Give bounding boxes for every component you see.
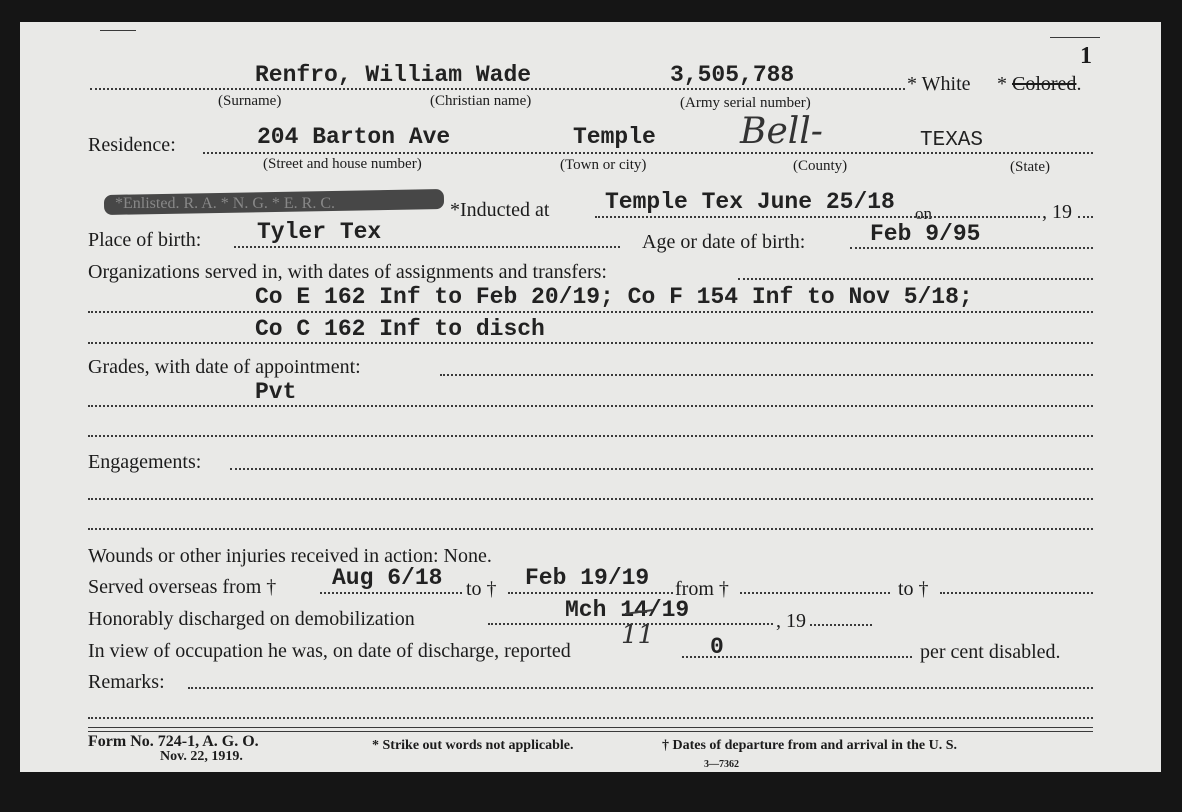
colored-label: * Colored. — [997, 73, 1082, 95]
overseas-from2-line — [740, 592, 890, 594]
discharge-value — [565, 599, 689, 622]
top-mark — [100, 30, 136, 31]
organizations-line-1 — [88, 311, 1093, 313]
engagements-line-1 — [88, 498, 1093, 500]
overseas-from-value: Aug 6/18 — [332, 565, 443, 591]
discharge-year-label: , 19 — [776, 610, 806, 632]
engagements-label: Engagements: — [88, 451, 202, 473]
inducted-value: Temple Tex June 25/18 — [605, 189, 895, 215]
grades-label: Grades, with date of appointment: — [88, 356, 361, 378]
discharge-year-line — [810, 624, 872, 626]
state-caption: (State) — [1010, 159, 1050, 175]
grades-line-0 — [440, 374, 1093, 376]
state-value: TEXAS — [920, 129, 984, 152]
page-number: 1 — [1080, 43, 1092, 69]
engagements-line-0 — [230, 468, 1093, 470]
remarks-line-1 — [88, 717, 1093, 719]
overseas-to-line — [508, 592, 673, 594]
grades-line-1 — [88, 405, 1093, 407]
inducted-line — [595, 216, 1040, 218]
strike-note: * Strike out words not applicable. — [372, 738, 574, 753]
town-value: Temple — [573, 124, 656, 150]
town-caption: (Town or city) — [560, 157, 647, 173]
organizations-line2: Co C 162 Inf to disch — [255, 316, 545, 342]
surname-caption: (Surname) — [218, 93, 282, 109]
birth-place-line — [234, 246, 620, 248]
footer-rule-bottom — [88, 731, 1093, 732]
inducted-label: *Inducted at — [450, 199, 550, 221]
name-value: Renfro, William Wade — [255, 62, 532, 88]
on-label: on — [915, 204, 932, 223]
serial-value: 3,505,788 — [670, 62, 795, 88]
street-value: 204 Barton Ave — [257, 124, 451, 150]
birth-place-value: Tyler Tex — [257, 219, 382, 245]
print-code: 3—7362 — [704, 759, 739, 770]
birth-place-label: Place of birth: — [88, 229, 202, 251]
street-caption: (Street and house number) — [263, 156, 422, 172]
disability-label: In view of occupation he was, on date of discharge, reported — [88, 640, 571, 662]
overseas-to2-label: to † — [898, 578, 929, 600]
organizations-line-2 — [88, 342, 1093, 344]
remarks-label: Remarks: — [88, 671, 165, 693]
discharge-label: Honorably discharged on demobilization — [88, 608, 415, 630]
name-line — [90, 88, 905, 90]
organizations-line1: Co E 162 Inf to Feb 20/19; Co F 154 Inf to Nov 5/18; — [255, 284, 973, 310]
overseas-to-label: to † — [466, 578, 497, 600]
residence-line — [203, 152, 1093, 154]
overseas-label: Served overseas from † — [88, 576, 277, 598]
remarks-line-0 — [188, 687, 1093, 689]
footer-rule-top — [88, 727, 1093, 728]
overseas-from-line — [320, 592, 462, 594]
service-record-card — [20, 22, 1161, 772]
organizations-label: Organizations served in, with dates of assignments and transfers: — [88, 261, 607, 283]
wounds-label: Wounds or other injuries received in action: None. — [88, 545, 492, 567]
age-value: Feb 9/95 — [870, 221, 981, 247]
overseas-to-value: Feb 19/19 — [525, 565, 650, 591]
inducted-year-line — [1078, 216, 1093, 218]
engagements-line-2 — [88, 528, 1093, 530]
discharge-value-text: Mch 14/19 — [565, 597, 690, 623]
christian-name-caption: (Christian name) — [430, 93, 532, 109]
inducted-year-label: , 19 — [1042, 201, 1072, 223]
age-label: Age or date of birth: — [642, 231, 806, 253]
grades-line-2 — [88, 435, 1093, 437]
dates-note: † Dates of departure from and arrival in the U. S. — [662, 738, 958, 753]
grades-value: Pvt — [255, 379, 297, 405]
county-value: Bell- — [740, 111, 823, 152]
form-date: Nov. 22, 1919. — [160, 749, 243, 764]
disability-suffix: per cent disabled. — [920, 641, 1061, 663]
form-number: Form No. 724-1, A. G. O. — [88, 733, 259, 750]
discharge-hw-mark: 11 — [621, 620, 655, 650]
overseas-to2-line — [940, 592, 1093, 594]
disability-value: 0 — [710, 634, 724, 660]
white-label: * White — [907, 73, 971, 95]
overseas-from2-label: from † — [675, 578, 729, 600]
age-line — [850, 247, 1093, 249]
enlisted-label: *Enlisted. R. A. * N. G. * E. R. C. — [115, 195, 336, 212]
residence-label: Residence: — [88, 134, 176, 156]
county-caption: (County) — [793, 158, 848, 174]
serial-caption: (Army serial number) — [680, 95, 811, 111]
organizations-line-0 — [738, 278, 1093, 280]
page-number-rule — [1050, 37, 1100, 38]
